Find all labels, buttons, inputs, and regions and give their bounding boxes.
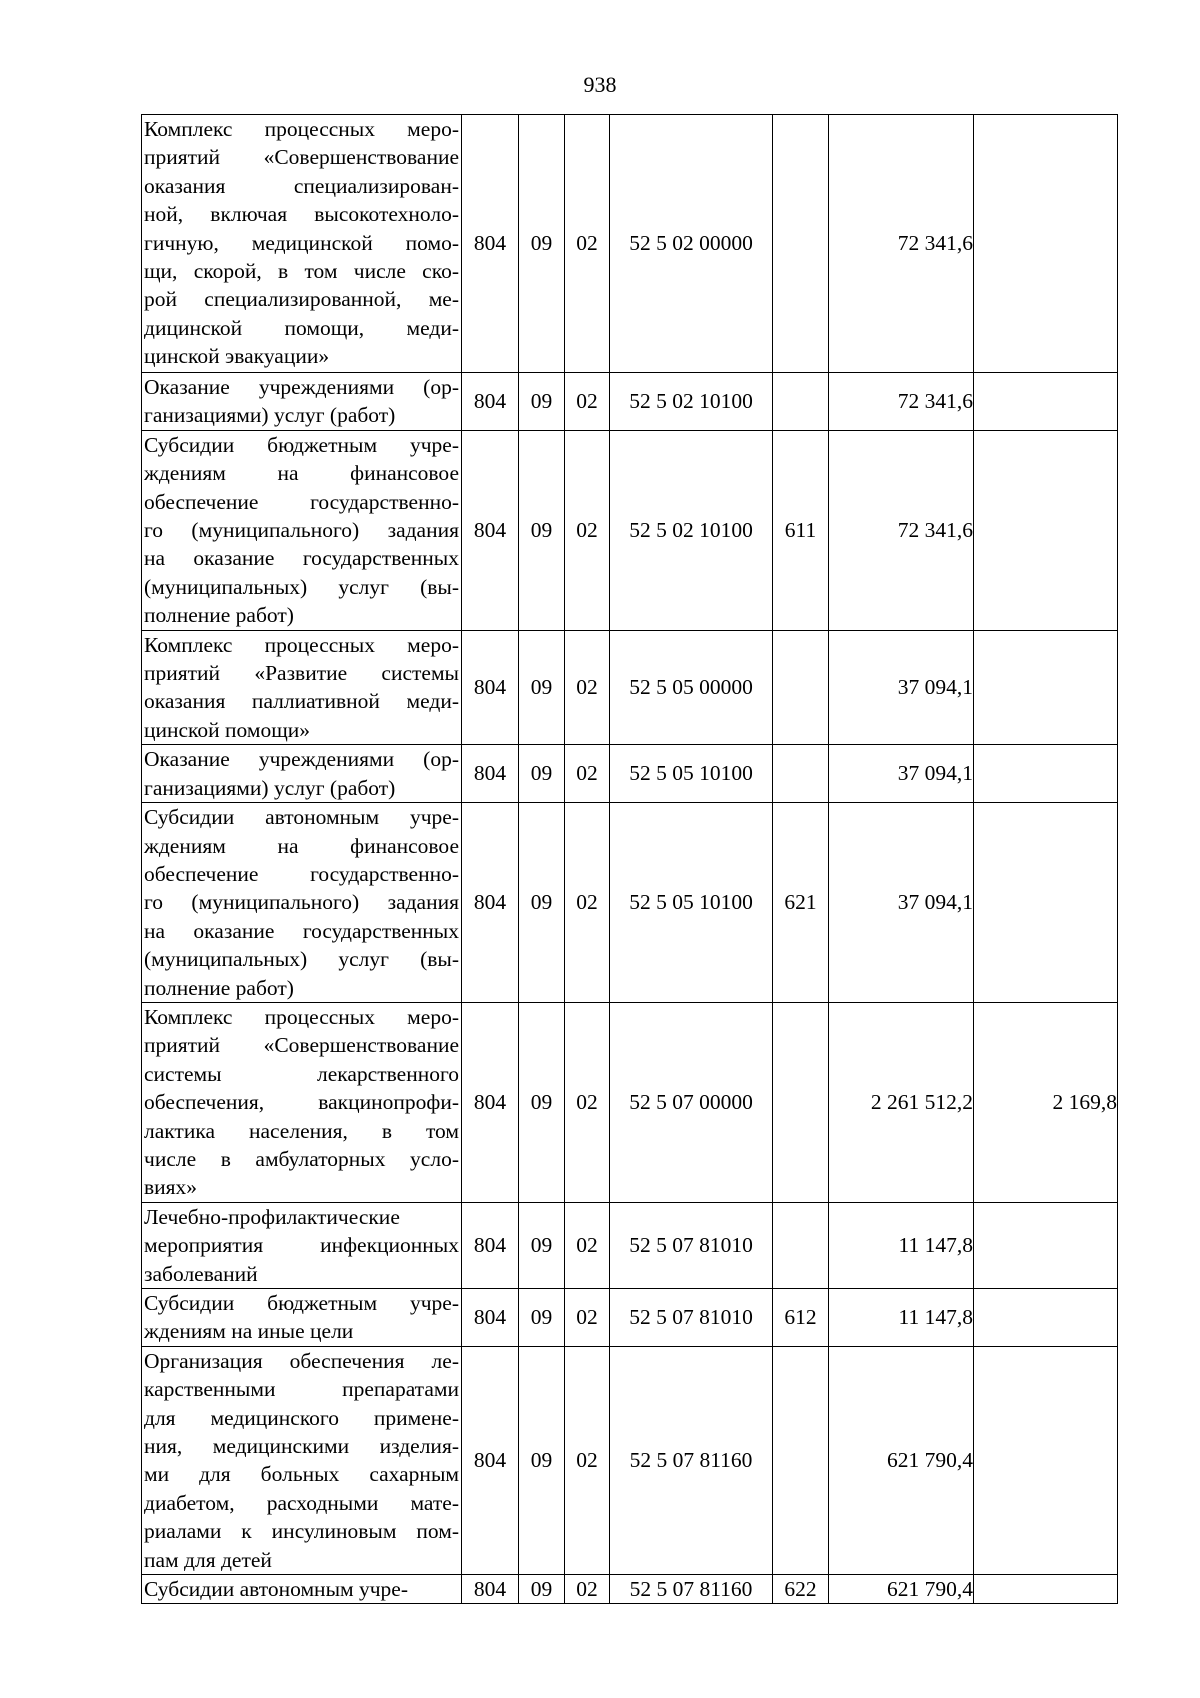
row-name: Комплекс процессных меро- приятий «Совершенствование оказания специализирован- ной, включая высокотехноло- гичную, медицинской помо- щи, скорой, в том числе ско- рой специализированной, ме- дицинской помощи, меди- цинской эвакуации» [142,115,462,373]
row-sum-2 [974,1289,1118,1347]
row-sum-2 [974,745,1118,803]
row-pr: 02 [565,1289,610,1347]
budget-table [141,114,1118,1604]
row-sum-2 [974,630,1118,745]
row-rz: 09 [519,373,565,431]
row-sum-1: 37 094,1 [829,745,974,803]
row-sum-2 [974,115,1118,373]
row-name: Организация обеспечения ле- карственными препаратами для медицинского примене- ния, медицинскими изделия- ми для больных сахарным диабетом, расходными мате- риалами к инсулиновым пом- пам для детей [142,1346,462,1574]
row-vr [773,115,829,373]
row-rz: 09 [519,1002,565,1202]
row-sum-1: 2 261 512,2 [829,1002,974,1202]
row-csr: 52 5 02 10100 [610,373,773,431]
row-sum-1: 37 094,1 [829,630,974,745]
row-csr: 52 5 02 00000 [610,115,773,373]
row-csr: 52 5 05 00000 [610,630,773,745]
row-vr [773,1346,829,1574]
row-sum-2 [974,1202,1118,1288]
row-sum-1: 72 341,6 [829,430,974,630]
table-row [142,1002,1118,1202]
row-rz: 09 [519,1202,565,1288]
row-sum-1: 621 790,4 [829,1346,974,1574]
row-csr: 52 5 05 10100 [610,803,773,1003]
row-sum-2 [974,1346,1118,1574]
page-number: 938 [583,72,617,97]
row-sum-2 [974,373,1118,431]
row-sum-1: 72 341,6 [829,115,974,373]
row-vr: 621 [773,803,829,1003]
row-pr: 02 [565,373,610,431]
table-row [142,745,1118,803]
row-csr: 52 5 07 81010 [610,1202,773,1288]
row-ved: 804 [462,803,519,1003]
row-ved: 804 [462,1575,519,1604]
row-ved: 804 [462,1002,519,1202]
row-rz: 09 [519,430,565,630]
row-ved: 804 [462,630,519,745]
table-body [142,115,1118,1604]
row-pr: 02 [565,1575,610,1604]
row-sum-2 [974,430,1118,630]
row-ved: 804 [462,1289,519,1347]
row-sum-1: 11 147,8 [829,1202,974,1288]
row-name: Субсидии бюджетным учре- ждениям на иные цели [142,1289,462,1347]
row-sum-2 [974,803,1118,1003]
row-vr [773,1002,829,1202]
row-vr [773,630,829,745]
row-pr: 02 [565,630,610,745]
row-sum-2 [974,1575,1118,1604]
row-name: Комплекс процессных меро- приятий «Совершенствование системы лекарственного обеспечения, вакцинопрофи- лактика населения, в том числе в амбулаторных усло- виях» [142,1002,462,1202]
table-row [142,115,1118,373]
row-ved: 804 [462,1202,519,1288]
row-ved: 804 [462,115,519,373]
row-csr: 52 5 07 81160 [610,1346,773,1574]
table-row [142,1346,1118,1574]
row-csr: 52 5 07 00000 [610,1002,773,1202]
row-sum-1: 72 341,6 [829,373,974,431]
row-vr [773,745,829,803]
row-rz: 09 [519,1346,565,1574]
row-csr: 52 5 07 81160 [610,1575,773,1604]
row-pr: 02 [565,430,610,630]
table-row [142,630,1118,745]
row-vr [773,373,829,431]
row-name: Субсидии автономным учре- [142,1575,462,1604]
row-rz: 09 [519,630,565,745]
row-vr [773,1202,829,1288]
row-ved: 804 [462,1346,519,1574]
row-vr: 622 [773,1575,829,1604]
row-ved: 804 [462,373,519,431]
row-ved: 804 [462,430,519,630]
table-row [142,1202,1118,1288]
row-ved: 804 [462,745,519,803]
row-sum-1: 37 094,1 [829,803,974,1003]
row-csr: 52 5 02 10100 [610,430,773,630]
row-name: Оказание учреждениями (ор- ганизациями) услуг (работ) [142,745,462,803]
row-sum-1: 621 790,4 [829,1575,974,1604]
row-rz: 09 [519,803,565,1003]
row-name: Комплекс процессных меро- приятий «Развитие системы оказания паллиативной меди- цинской помощи» [142,630,462,745]
row-pr: 02 [565,1346,610,1574]
row-name: Лечебно-профилактические мероприятия инфекционных заболеваний [142,1202,462,1288]
row-pr: 02 [565,745,610,803]
row-rz: 09 [519,1575,565,1604]
table-row [142,1575,1118,1604]
row-vr: 611 [773,430,829,630]
row-rz: 09 [519,115,565,373]
row-csr: 52 5 05 10100 [610,745,773,803]
row-pr: 02 [565,115,610,373]
row-pr: 02 [565,1202,610,1288]
table-row [142,373,1118,431]
row-rz: 09 [519,745,565,803]
row-pr: 02 [565,1002,610,1202]
row-rz: 09 [519,1289,565,1347]
row-name: Субсидии автономным учре- ждениям на финансовое обеспечение государственно- го (муниципального) задания на оказание государственных (муниципальных) услуг (вы- полнение работ) [142,803,462,1003]
table-row [142,803,1118,1003]
row-sum-1: 11 147,8 [829,1289,974,1347]
row-csr: 52 5 07 81010 [610,1289,773,1347]
table-row [142,430,1118,630]
row-name: Оказание учреждениями (ор- ганизациями) услуг (работ) [142,373,462,431]
row-sum-2: 2 169,8 [974,1002,1118,1202]
table-row [142,1289,1118,1347]
row-pr: 02 [565,803,610,1003]
row-vr: 612 [773,1289,829,1347]
row-name: Субсидии бюджетным учре- ждениям на финансовое обеспечение государственно- го (муниципального) задания на оказание государственных (муниципальных) услуг (вы- полнение работ) [142,430,462,630]
